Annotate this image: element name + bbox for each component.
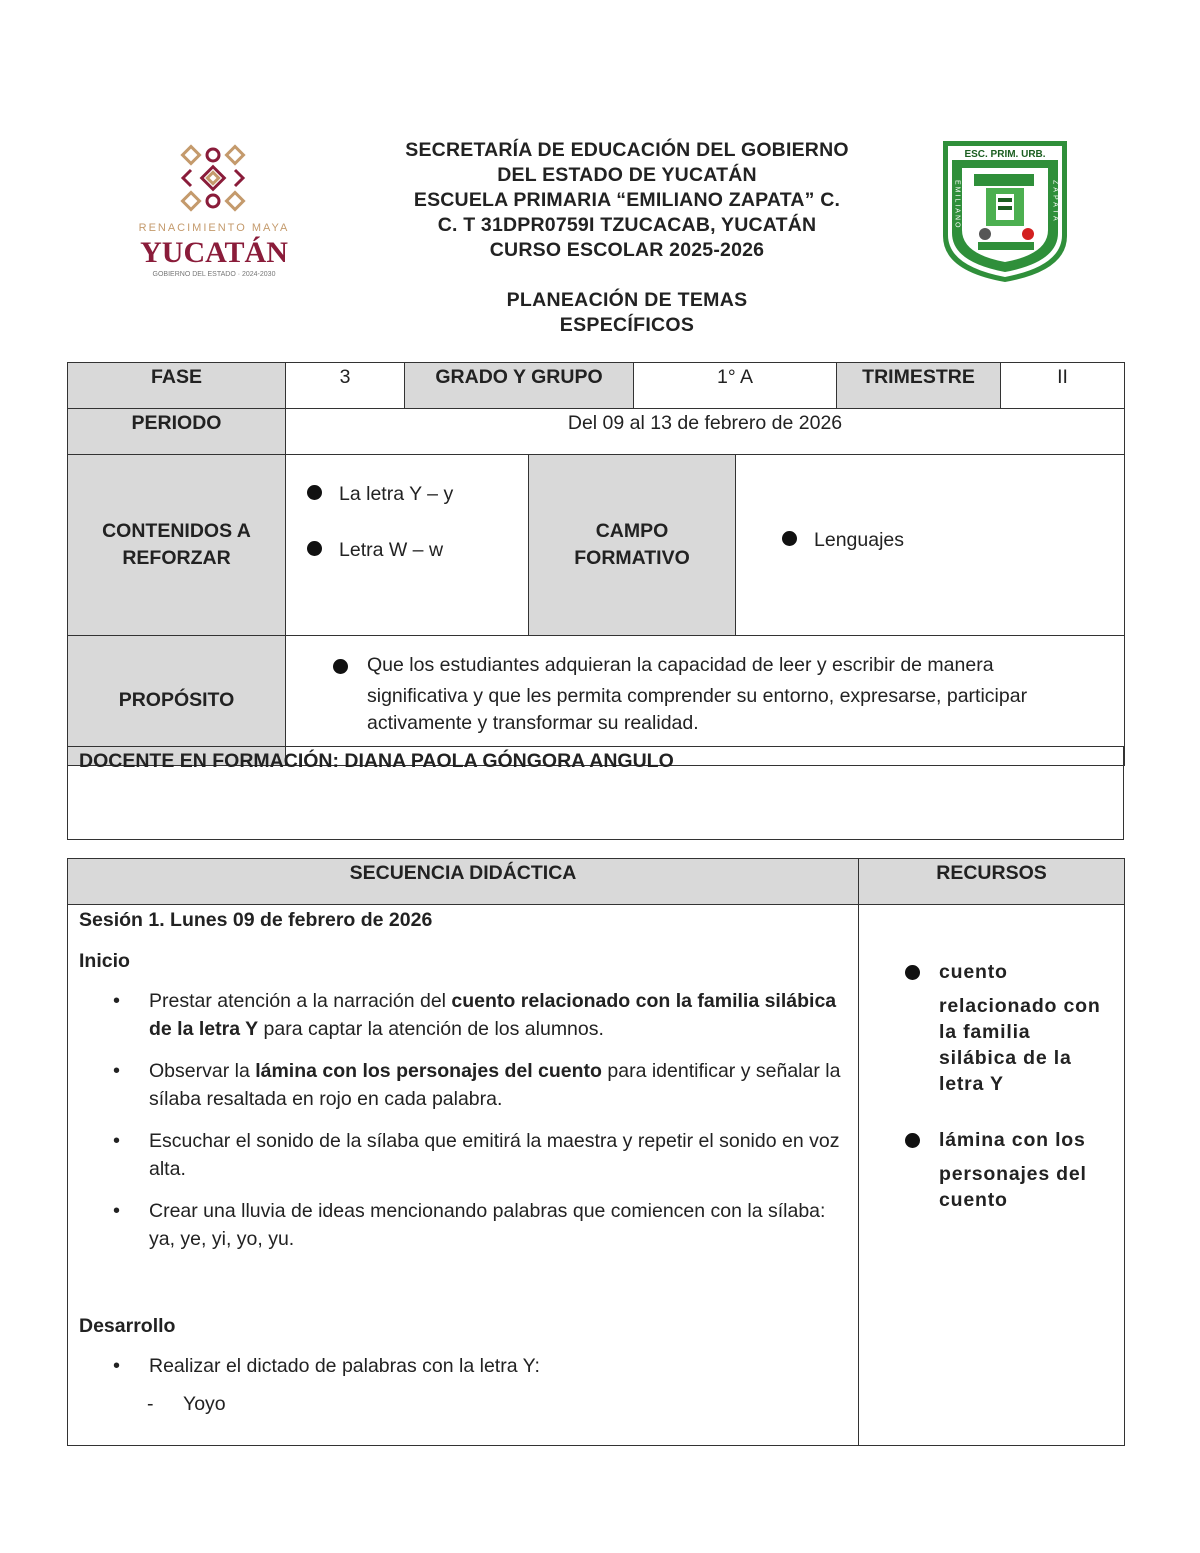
dash-marker: - xyxy=(147,1393,154,1415)
docente-name: DOCENTE EN FORMACIÓN: DIANA PAOLA GÓNGORA ANGULO xyxy=(68,747,1124,840)
contenidos-label xyxy=(68,455,286,636)
item-text: Crear una lluvia de ideas mencionando palabras que comiencen con la sílaba: ya, ye, yi, yo, yu. xyxy=(149,1200,826,1250)
recurso-line: lámina con los xyxy=(939,1129,1086,1151)
grado-value: 1° A xyxy=(634,363,837,409)
bullet-icon xyxy=(905,1133,920,1148)
recursos-header: RECURSOS xyxy=(859,859,1125,905)
item-text: Escuchar el sonido de la sílaba que emitirá la maestra y repetir el sonido en voz alta. xyxy=(149,1130,840,1180)
recurso-line: personajes del xyxy=(939,1163,1087,1185)
item-text: Realizar el dictado de palabras con la letra Y: xyxy=(149,1355,540,1377)
header-line: CURSO ESCOLAR 2025-2026 xyxy=(489,239,765,261)
item-text: para captar la atención de los alumnos. xyxy=(258,1018,604,1040)
contenidos-label-line: REFORZAR xyxy=(122,547,231,569)
header-line: ESCUELA PRIMARIA “EMILIANO ZAPATA” C. xyxy=(413,189,841,211)
contenidos-label-line: CONTENIDOS A xyxy=(102,520,251,542)
contenido-text: La letra Y – y xyxy=(339,483,454,505)
yucatan-government-logo xyxy=(128,140,300,282)
fase-label: FASE xyxy=(68,363,286,409)
recurso-item xyxy=(859,959,1124,1097)
secuencia-body xyxy=(68,905,859,1446)
maya-pattern-icon xyxy=(183,147,244,210)
recurso-line: cuento xyxy=(939,1189,1008,1211)
proposito-line: Que los estudiantes adquieran la capacidad de leer y escribir de manera xyxy=(367,654,994,676)
list-item xyxy=(79,987,847,1043)
phase-desarrollo: Desarrollo xyxy=(79,1315,176,1337)
header-line: SECRETARÍA DE EDUCACIÓN DEL GOBIERNO xyxy=(405,139,849,161)
secuencia-table xyxy=(67,858,1125,1446)
plan-title-line: ESPECÍFICOS xyxy=(559,314,695,336)
info-table xyxy=(67,362,1125,766)
periodo-value: Del 09 al 13 de febrero de 2026 xyxy=(286,409,1125,455)
item-text: Yoyo xyxy=(183,1393,226,1415)
proposito-line: activamente y transformar su realidad. xyxy=(367,712,699,734)
recurso-line: letra Y xyxy=(939,1073,1004,1095)
school-crest-logo xyxy=(938,136,1072,286)
recurso-line: la familia xyxy=(939,1021,1031,1043)
institution-header xyxy=(330,138,924,263)
fase-value: 3 xyxy=(286,363,405,409)
recurso-line: relacionado con xyxy=(939,995,1101,1017)
item-bold-text: cuento relacionado con la familia silábica de la letra Y xyxy=(149,990,837,1040)
campo-value: Lenguajes xyxy=(814,528,905,551)
logo-tagline: RENACIMIENTO MAYA xyxy=(138,222,290,234)
list-item xyxy=(79,1197,847,1253)
recurso-item xyxy=(859,1127,1124,1213)
item-text: Observar la xyxy=(149,1060,256,1082)
campo-label-line: CAMPO xyxy=(595,520,669,542)
list-item xyxy=(79,1057,847,1113)
crest-left-text: EMILIANO xyxy=(953,180,961,230)
phase-inicio: Inicio xyxy=(79,950,130,972)
campo-cell xyxy=(736,455,1125,636)
header-line: C. T 31DPR0759I TZUCACAB, YUCATÁN xyxy=(437,214,817,236)
item-bold-text: lámina con los personajes del cuento xyxy=(255,1060,602,1082)
item-text: para identificar y señalar la sílaba resaltada en rojo en cada palabra. xyxy=(149,1060,841,1110)
bullet-icon xyxy=(307,485,322,500)
bullet-icon xyxy=(333,659,348,674)
docente-table xyxy=(67,746,1124,840)
proposito-label: PROPÓSITO xyxy=(68,636,286,766)
list-item xyxy=(79,1127,847,1183)
recurso-line: silábica de la xyxy=(939,1047,1072,1069)
crest-top-text: ESC. PRIM. URB. xyxy=(964,149,1046,160)
bullet-icon xyxy=(782,531,797,546)
campo-label xyxy=(529,455,736,636)
item-text: Prestar atención a la narración del xyxy=(149,990,452,1012)
desarrollo-list xyxy=(79,1352,847,1380)
grado-label: GRADO Y GRUPO xyxy=(405,363,634,409)
contenido-item xyxy=(307,483,528,506)
contenido-item xyxy=(307,539,528,562)
session-title: Sesión 1. Lunes 09 de febrero de 2026 xyxy=(79,909,433,931)
contenido-text: Letra W – w xyxy=(339,539,444,561)
plan-title xyxy=(330,288,924,338)
secuencia-header: SECUENCIA DIDÁCTICA xyxy=(68,859,859,905)
inicio-list xyxy=(79,987,847,1253)
list-item xyxy=(79,1352,847,1380)
bullet-icon xyxy=(307,541,322,556)
logo-name: YUCATÁN xyxy=(140,236,288,269)
campo-label-line: FORMATIVO xyxy=(574,547,690,569)
logo-subline: GOBIERNO DEL ESTADO · 2024-2030 xyxy=(152,271,276,278)
recursos-body xyxy=(859,905,1125,1446)
plan-title-line: PLANEACIÓN DE TEMAS xyxy=(506,289,748,311)
recurso-line: cuento xyxy=(939,961,1008,983)
crest-right-text: ZAPATA xyxy=(1051,180,1059,224)
trimestre-value: II xyxy=(1001,363,1125,409)
proposito-line: significativa y que les permita comprender su entorno, expresarse, participar xyxy=(367,685,1028,707)
dash-list-item xyxy=(79,1390,847,1418)
trimestre-label: TRIMESTRE xyxy=(837,363,1001,409)
periodo-label: PERIODO xyxy=(68,409,286,455)
contenidos-cell xyxy=(286,455,529,636)
header-line: DEL ESTADO DE YUCATÁN xyxy=(497,164,757,186)
bullet-icon xyxy=(905,965,920,980)
